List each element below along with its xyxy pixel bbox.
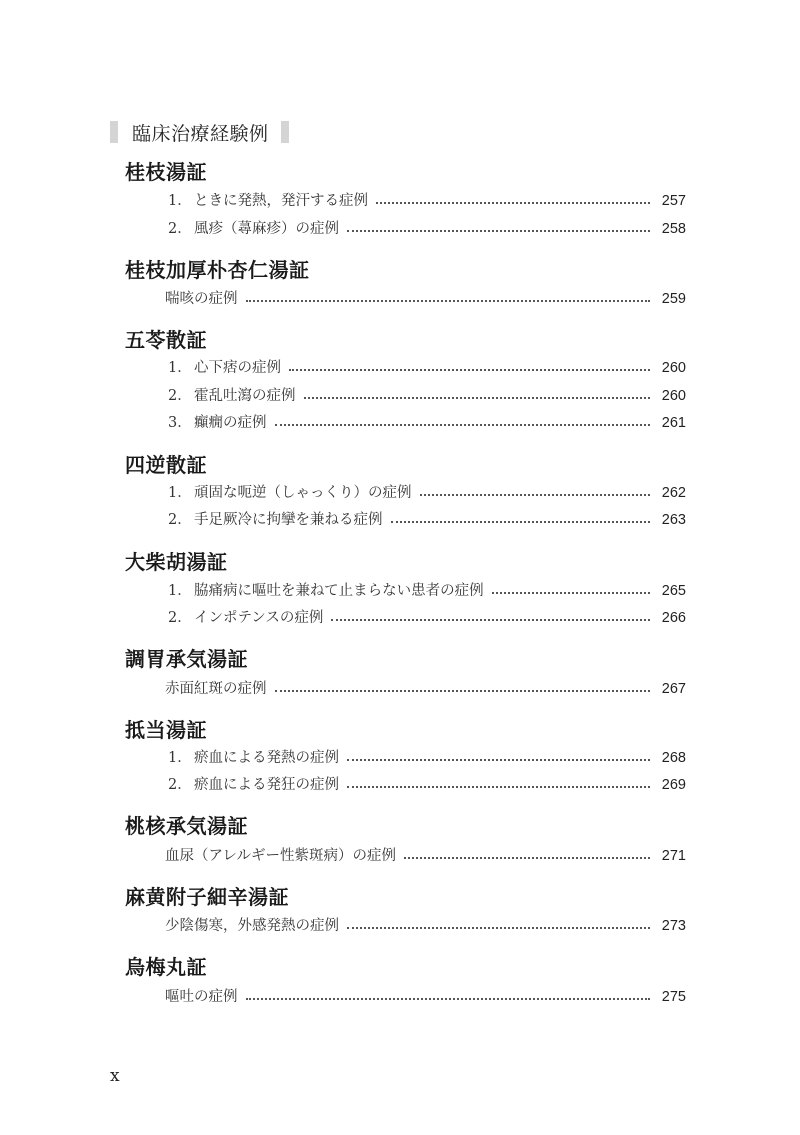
entry-label: 頑固な呃逆（しゃっくり）の症例 <box>194 485 412 501</box>
dot-leader <box>347 759 650 761</box>
chapter-header <box>110 119 289 145</box>
dot-leader <box>289 369 650 371</box>
toc-entry[interactable] <box>165 289 686 309</box>
entry-label: 霍乱吐瀉の症例 <box>194 388 296 404</box>
entry-page-number: 267 <box>661 681 686 697</box>
toc-entry[interactable] <box>165 846 686 866</box>
entry-page-number: 260 <box>661 360 686 376</box>
entry-page-number: 263 <box>661 512 686 528</box>
dot-leader <box>275 424 651 426</box>
section-heading: 調胃承気湯証 <box>125 647 248 671</box>
toc-entry[interactable] <box>168 219 686 239</box>
section-heading: 烏梅丸証 <box>125 955 207 979</box>
dot-leader <box>331 619 650 621</box>
entry-page-number: 257 <box>661 193 686 209</box>
page-number: x <box>110 1066 120 1086</box>
dot-leader <box>420 494 651 496</box>
section-heading: 抵当湯証 <box>125 718 207 742</box>
entry-page-number: 260 <box>661 388 686 404</box>
dot-leader <box>347 786 650 788</box>
entry-label: 喘咳の症例 <box>165 291 238 307</box>
entry-label: 瘀血による発熱の症例 <box>194 750 339 766</box>
entry-label: 血尿（アレルギー性紫斑病）の症例 <box>165 848 397 864</box>
entry-number: 1． <box>168 750 192 766</box>
toc-entry[interactable] <box>165 916 686 936</box>
toc-entry[interactable] <box>168 191 686 211</box>
entry-label: ときに発熱，発汗する症例 <box>194 193 368 209</box>
entry-number: 2． <box>168 512 192 528</box>
toc-entry[interactable] <box>168 358 686 378</box>
entry-label: 赤面紅斑の症例 <box>165 681 267 697</box>
entry-page-number: 265 <box>661 583 686 599</box>
entry-number: 1． <box>168 360 192 376</box>
toc-entry[interactable] <box>168 413 686 433</box>
entry-label: 脇痛病に嘔吐を兼ねて止まらない患者の症例 <box>194 583 484 599</box>
section-heading: 麻黄附子細辛湯証 <box>125 885 289 909</box>
entry-page-number: 262 <box>661 485 686 501</box>
dot-leader <box>347 230 650 232</box>
dot-leader <box>492 592 650 594</box>
dot-leader <box>376 202 650 204</box>
entry-number: 2． <box>168 388 192 404</box>
section-heading: 桂枝加厚朴杏仁湯証 <box>125 258 310 282</box>
entry-label: インポテンスの症例 <box>194 610 324 626</box>
section-heading: 四逆散証 <box>125 453 207 477</box>
dot-leader <box>404 857 650 859</box>
dot-leader <box>246 998 651 1000</box>
dot-leader <box>391 521 651 523</box>
toc-entry[interactable] <box>165 679 686 699</box>
entry-page-number: 268 <box>661 750 686 766</box>
entry-number: 2． <box>168 777 192 793</box>
toc-entry[interactable] <box>168 775 686 795</box>
entry-number: 2． <box>168 221 192 237</box>
entry-page-number: 266 <box>661 610 686 626</box>
entry-label: 瘀血による発狂の症例 <box>194 777 339 793</box>
entry-label: 心下痞の症例 <box>194 360 281 376</box>
dot-leader <box>347 927 650 929</box>
entry-number: 2． <box>168 610 192 626</box>
toc-entry[interactable] <box>168 386 686 406</box>
entry-page-number: 273 <box>661 918 686 934</box>
entry-label: 嘔吐の症例 <box>165 989 238 1005</box>
entry-page-number: 275 <box>661 989 686 1005</box>
entry-page-number: 261 <box>661 415 686 431</box>
section-heading: 大柴胡湯証 <box>125 550 228 574</box>
section-heading: 五苓散証 <box>125 328 207 352</box>
entry-label: 少陰傷寒，外感発熱の症例 <box>165 918 339 934</box>
chapter-title: 臨床治療経験例 <box>132 122 269 145</box>
entry-label: 手足厥冷に拘攣を兼ねる症例 <box>194 512 383 528</box>
toc-entry[interactable] <box>168 581 686 601</box>
toc-entry[interactable] <box>168 608 686 628</box>
toc-entry[interactable] <box>168 510 686 530</box>
dot-leader <box>246 300 651 302</box>
header-bar-right <box>281 121 289 143</box>
dot-leader <box>275 690 651 692</box>
entry-page-number: 271 <box>661 848 686 864</box>
entry-number: 1． <box>168 583 192 599</box>
entry-number: 1． <box>168 485 192 501</box>
entry-number: 1． <box>168 193 192 209</box>
entry-label: 風疹（蕁麻疹）の症例 <box>194 221 339 237</box>
entry-label: 癲癇の症例 <box>194 415 267 431</box>
section-heading: 桂枝湯証 <box>125 160 207 184</box>
entry-page-number: 269 <box>661 777 686 793</box>
dot-leader <box>304 397 651 399</box>
toc-entry[interactable] <box>168 483 686 503</box>
section-heading: 桃核承気湯証 <box>125 814 248 838</box>
entry-page-number: 258 <box>661 221 686 237</box>
toc-entry[interactable] <box>165 987 686 1007</box>
header-bar-left <box>110 121 118 143</box>
entry-number: 3． <box>168 415 192 431</box>
entry-page-number: 259 <box>661 291 686 307</box>
toc-entry[interactable] <box>168 748 686 768</box>
